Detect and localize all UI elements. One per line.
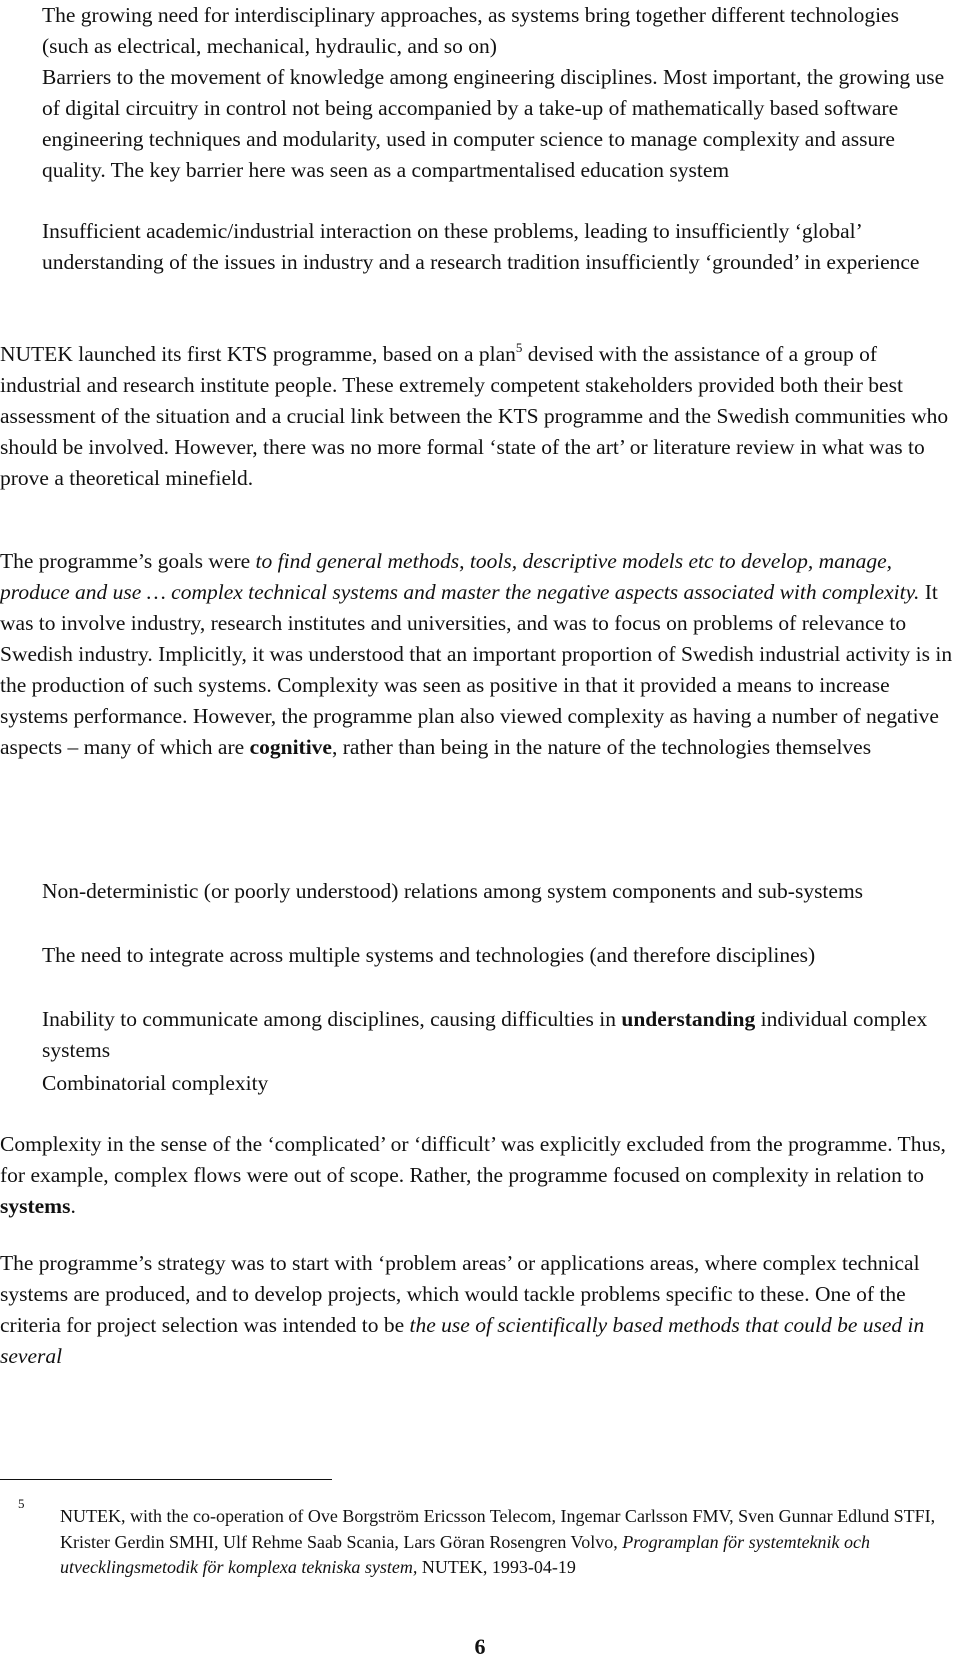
list-item: Combinatorial complexity	[42, 1071, 269, 1095]
paragraph: Complexity in the sense of the ‘complicated’ or ‘difficult’ was explicitly excluded from the programme. Thus, for example, complex flows were out of scope. Rather, the programme focused on complexity in relation to systems.	[0, 1132, 946, 1218]
list-item: The need to integrate across multiple systems and technologies (and therefore disciplines)	[42, 943, 816, 967]
paragraph: NUTEK launched its first KTS programme, based on a plan$^5$ devised with the assistance of a group of industrial and research institute people. These extremely competent stakeholders provided both their best assessment of the situation and a crucial link between the KTS programme and the Swedish communities who should be involved. However, there was no more formal ‘state of the art’ or literature review in what was to prove a theoretical minefield.	[0, 340, 949, 490]
page-number: 6	[474, 1634, 486, 1659]
footnote-marker: 5	[18, 1496, 25, 1511]
footnote-divider	[0, 1479, 332, 1480]
paragraph: The programme’s strategy was to start with ‘problem areas’ or applications areas, where complex technical systems are produced, and to develop projects, which would tackle problems specific to these. One of the criteria for project selection was intended to be the use of scientifically based methods that could be used in several	[0, 1251, 925, 1368]
paragraph: The programme’s goals were to find general methods, tools, descriptive models etc to develop, manage, produce and use … complex technical systems and master the negative aspects associated with complexity. It was to involve industry, research institutes and universities, and was to focus on problems of relevance to Swedish industry. Implicitly, it was understood that an important proportion of Swedish industrial activity is in the production of such systems. Complexity was seen as positive in that it provided a means to increase systems performance. However, the programme plan also viewed complexity as having a number of negative aspects – many of which are cognitive, rather than being in the nature of the technologies themselves	[0, 549, 953, 759]
footnote-text: NUTEK, with the co-operation of Ove Borgström Ericsson Telecom, Ingemar Carlsson FMV, Sven Gunnar Edlund STFI, Krister Gerdin SMHI, Ulf Rehme Saab Scania, Lars Göran Rosengren Volvo, Programplan för systemteknik och utvecklingsmetodik för komplexa tekniska system, NUTEK, 1993-04-19	[60, 1506, 936, 1577]
footnote-reference[interactable]: 5	[515, 340, 523, 355]
list-item: Barriers to the movement of knowledge among engineering disciplines. Most important, the growing use of digital circuitry in control not being accompanied by a take-up of mathematically based software engineering techniques and modularity, used in computer science to manage complexity and assure quality. The key barrier here was seen as a compartmentalised education system	[42, 65, 945, 182]
list-item: The growing need for interdisciplinary approaches, as systems bring together different technologies (such as electrical, mechanical, hydraulic, and so on)	[42, 3, 899, 58]
list-item: Non-deterministic (or poorly understood) relations among system components and sub-systems	[42, 879, 864, 903]
list-item: Insufficient academic/industrial interaction on these problems, leading to insufficiently ‘global’ understanding of the issues in industry and a research tradition insufficiently ‘grounded’ in experience	[42, 219, 920, 274]
list-item: Inability to communicate among disciplines, causing difficulties in understanding individual complex systems	[42, 1007, 928, 1062]
